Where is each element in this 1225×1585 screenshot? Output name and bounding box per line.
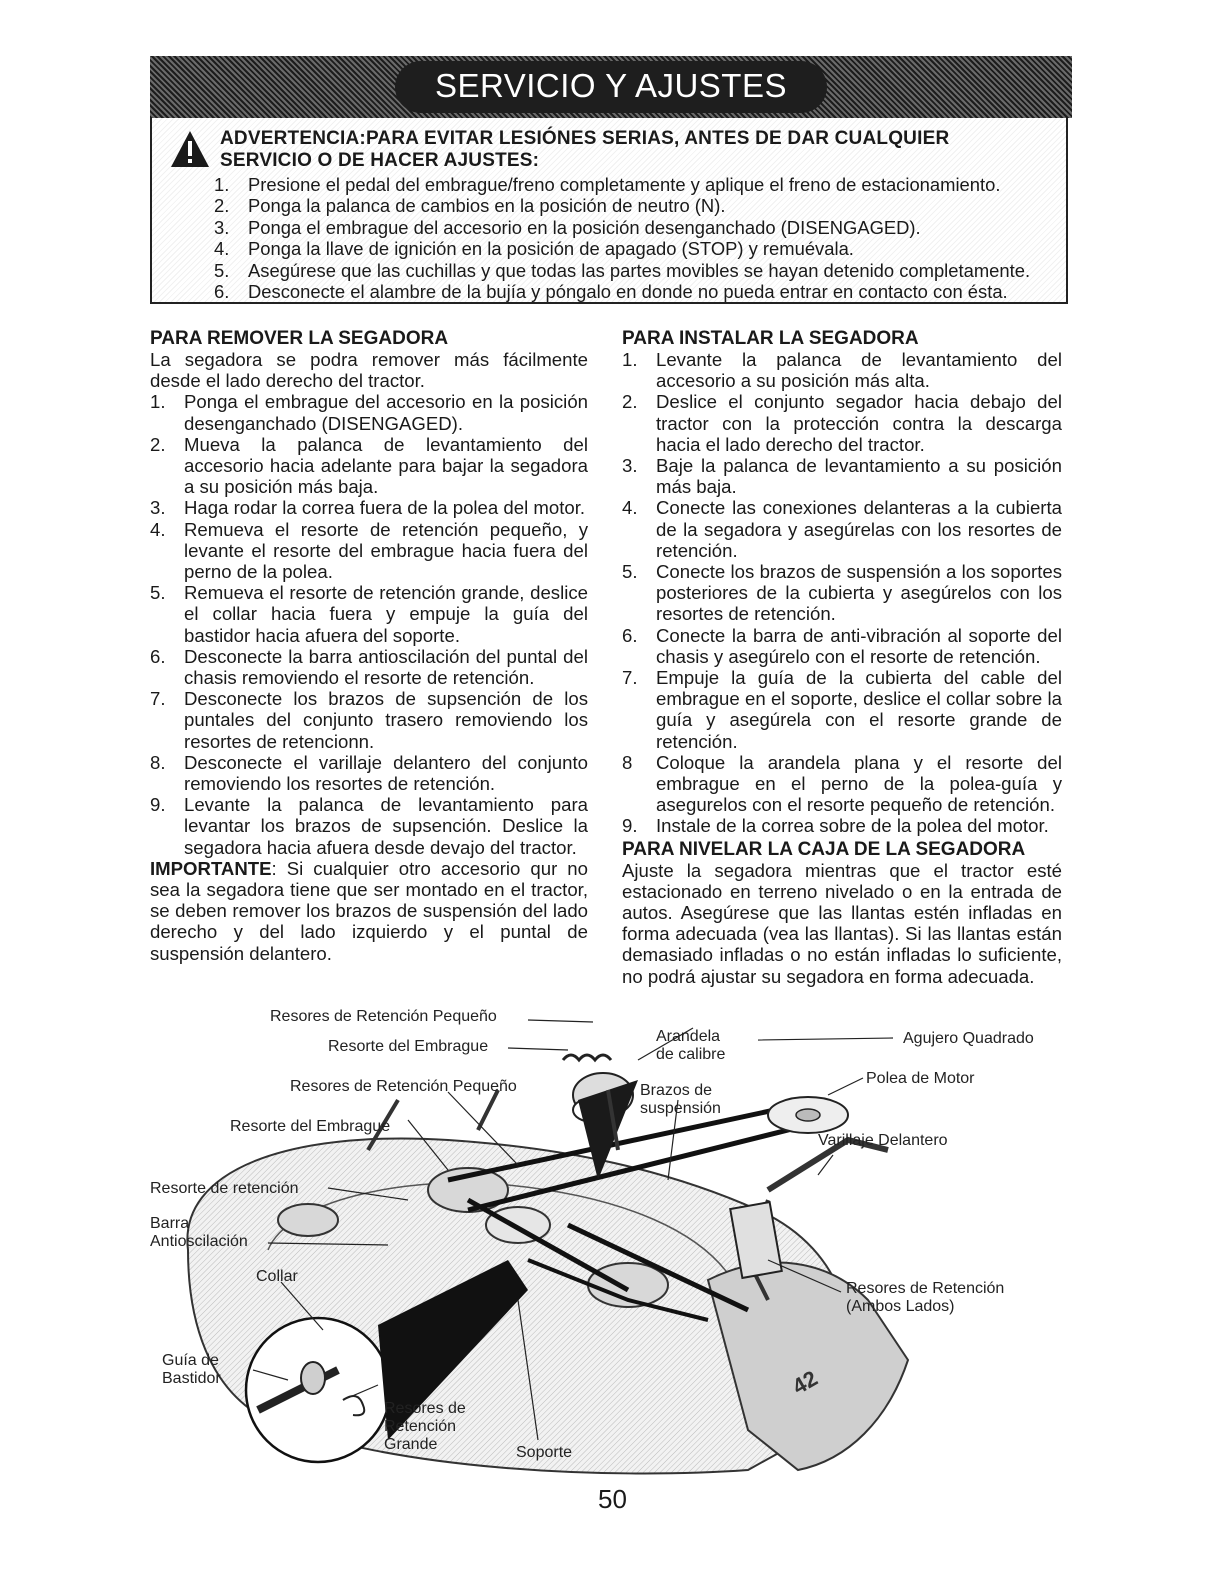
item-text: Ponga la palanca de cambios en la posición de neutro (N). — [248, 195, 726, 217]
label-washer: Arandela de calibre — [656, 1028, 726, 1063]
remove-section — [150, 328, 588, 964]
step-text: Remueva el resorte de retención pequeño, y levante el resorte del embrague hacia fuera del perno de la polea. — [184, 518, 588, 583]
label-collar: Collar — [256, 1268, 298, 1285]
step-text: Ponga el embrague del accesorio en la posición desenganchado (DISENGAGED). — [184, 391, 588, 434]
list-item — [214, 260, 1064, 281]
step-text: Levante la palanca de levantamiento para levantar los brazos de supsención. Deslice la segadora hacia afuera desde devajo del tractor. — [184, 794, 588, 858]
step-number: 3. — [150, 497, 166, 519]
label-clutch-spring-left: Resorte del Embrague — [230, 1118, 391, 1135]
svg-text:42: 42 — [788, 1365, 822, 1400]
step-text: Deslice el conjunto segador hacia debajo del tractor con la protección contra la descarga hacia el lado derecho del tractor. — [656, 391, 1062, 455]
remove-intro: La segadora se podra remover más fácilmente desde el lado derecho del tractor. — [150, 349, 588, 392]
important-note — [150, 858, 588, 964]
step-number: 6. — [150, 645, 166, 667]
item-text: Ponga el embrague del accesorio en la posición desenganchado (DISENGAGED). — [248, 216, 921, 238]
step-number: 4. — [622, 497, 638, 519]
list-item — [622, 349, 1062, 391]
list-item — [622, 497, 1062, 561]
list-item — [150, 752, 588, 794]
list-item — [150, 497, 588, 518]
step-text: Mueva la palanca de levantamiento del accesorio hacia adelante para bajar la segadora a su posición más baja. — [184, 433, 588, 498]
warning-list — [214, 174, 1064, 302]
item-text: Presione el pedal del embrague/freno completamente y aplique el freno de estacionamiento. — [248, 174, 1001, 195]
step-text: Conecte los brazos de suspensión a los soportes posteriores de la cubierta y asegúrelos con los resortes de retención. — [656, 561, 1062, 625]
step-text: Haga rodar la correa fuera de la polea del motor. — [184, 497, 586, 519]
step-number: 7. — [150, 688, 166, 710]
warning-triangle-icon — [170, 130, 210, 168]
step-text: Desconecte los brazos de supsención de los puntales del conjunto trasero removiendo los resortes de retencionn. — [184, 688, 588, 752]
step-number: 2. — [150, 433, 166, 455]
label-support: Soporte — [516, 1444, 573, 1461]
list-item — [150, 391, 588, 433]
page-number: 50 — [598, 1484, 627, 1514]
install-steps — [622, 349, 1062, 837]
list-item — [214, 174, 1064, 195]
list-item — [150, 519, 588, 583]
step-text: Conecte las conexiones delanteras a la cubierta de la segadora y asegúrelas con los resortes de retención. — [656, 497, 1062, 561]
label-small-springs-top: Resores de Retención Pequeño — [270, 1008, 497, 1025]
important-label: IMPORTANTE — [150, 857, 272, 879]
label-large-springs: Resores de Retención Grande — [384, 1400, 466, 1453]
warning-title: ADVERTENCIA:PARA EVITAR LESIÓNES SERIAS, ANTES DE DAR CUALQUIER SERVICIO O DE HACER AJUSTES: — [220, 128, 950, 171]
section-banner — [150, 56, 1072, 118]
step-number: 2. — [622, 391, 638, 413]
mower-deck-diagram — [148, 1000, 1048, 1480]
list-item — [622, 391, 1062, 455]
list-item — [214, 281, 1064, 302]
list-item — [622, 455, 1062, 497]
step-number: 8. — [150, 751, 166, 773]
list-item — [622, 667, 1062, 752]
step-text: Coloque la arandela plana y el resorte del embrague en el perno de la polea-guía y asegurelos con el resorte pequeño de retención. — [656, 751, 1062, 816]
install-section — [622, 328, 1062, 987]
list-item — [150, 794, 588, 858]
label-retention-spring: Resorte de retención — [150, 1180, 299, 1197]
list-item — [150, 688, 588, 752]
page-title: SERVICIO Y AJUSTES — [395, 61, 827, 113]
level-heading: PARA NIVELAR LA CAJA DE LA SEGADORA — [622, 838, 1026, 860]
label-susp-arms: Brazos de suspensión — [640, 1082, 721, 1117]
list-item — [622, 625, 1062, 667]
label-springs-both: Resores de Retención (Ambos Lados) — [846, 1280, 1005, 1315]
item-number: 1. — [214, 174, 230, 195]
list-item — [214, 195, 1064, 216]
list-item — [622, 752, 1062, 816]
item-number: 2. — [214, 195, 230, 217]
label-small-springs-mid: Resores de Retención Pequeño — [290, 1078, 517, 1095]
step-number: 9. — [150, 794, 166, 816]
item-text: Desconecte el alambre de la bujía y póngalo en donde no pueda entrar en contacto con ésta. — [248, 281, 1008, 303]
step-number: 3. — [622, 455, 638, 477]
item-number: 3. — [214, 216, 230, 238]
list-item — [150, 434, 588, 498]
step-number: 9. — [622, 815, 638, 837]
list-item — [150, 646, 588, 688]
list-item — [150, 582, 588, 646]
label-frame-guide: Guía de Bastidor — [162, 1352, 221, 1387]
label-motor-pulley: Polea de Motor — [866, 1070, 975, 1087]
step-number: 6. — [622, 624, 638, 646]
item-text: Ponga la llave de ignición en la posición de apagado (STOP) y remuévala. — [248, 238, 854, 260]
item-number: 6. — [214, 281, 230, 303]
step-text: Levante la palanca de levantamiento del accesorio a su posición más alta. — [656, 349, 1062, 392]
item-number: 5. — [214, 259, 230, 281]
warning-box — [150, 118, 1068, 304]
label-square-hole: Agujero Quadrado — [903, 1030, 1034, 1047]
step-text: Baje la palanca de levantamiento a su posición más baja. — [656, 455, 1062, 498]
remove-steps — [150, 391, 588, 857]
step-number: 1. — [622, 349, 638, 370]
step-number: 8 — [622, 751, 633, 773]
label-clutch-spring-top: Resorte del Embrague — [328, 1038, 489, 1055]
step-text: Instale de la correa sobre de la polea del motor. — [656, 815, 1049, 837]
list-item — [214, 217, 1064, 238]
item-number: 4. — [214, 238, 230, 260]
step-number: 7. — [622, 667, 638, 689]
level-text: Ajuste la segadora mientras que el tractor esté estacionado en terreno nivelado o en la entrada de autos. Asegúrese que las llantas estén infladas en forma adecuada (vea las llantas). Si las llantas están demasiado infladas o no están infladas lo suficiente, no podrá ajustar su segadora en forma adecuada. — [622, 859, 1062, 987]
step-text: Desconecte la barra antioscilación del puntal del chasis removiendo el resorte de retención. — [184, 645, 588, 689]
label-anti-bar: Barra Antioscilación — [150, 1215, 248, 1250]
label-front-linkage: Varillaje Delantero — [818, 1132, 948, 1149]
step-text: Desconecte el varillaje delantero del conjunto removiendo los resortes de retención. — [184, 751, 588, 795]
step-text: Remueva el resorte de retención grande, deslice el collar hacia fuera y empuje la guía del bastidor hacia afuera del soporte. — [184, 582, 588, 646]
step-number: 5. — [150, 582, 166, 604]
install-heading: PARA INSTALAR LA SEGADORA — [622, 328, 919, 349]
step-text: Empuje la guía de la cubierta del cable del embrague en el soporte, deslice el collar sobre la guía y asegúrela con el resorte grande de retención. — [656, 667, 1062, 752]
step-number: 4. — [150, 518, 166, 540]
list-item — [622, 815, 1062, 836]
step-number: 1. — [150, 391, 166, 413]
remove-heading: PARA REMOVER LA SEGADORA — [150, 328, 449, 349]
item-text: Asegúrese que las cuchillas y que todas las partes movibles se hayan detenido completamente. — [248, 259, 1031, 281]
list-item — [214, 238, 1064, 259]
important-text: : Si cualquier otro accesorio qur no sea la segadora tiene que ser montado en el tractor, se deben remover los brazos de suspensión del lado derecho y del lado izquierdo y el puntal de suspensión delantero. — [150, 857, 588, 964]
step-text: Conecte la barra de anti-vibración al soporte del chasis y asegúrelo con el resorte de retención. — [656, 624, 1062, 667]
list-item — [622, 561, 1062, 625]
step-number: 5. — [622, 561, 638, 583]
